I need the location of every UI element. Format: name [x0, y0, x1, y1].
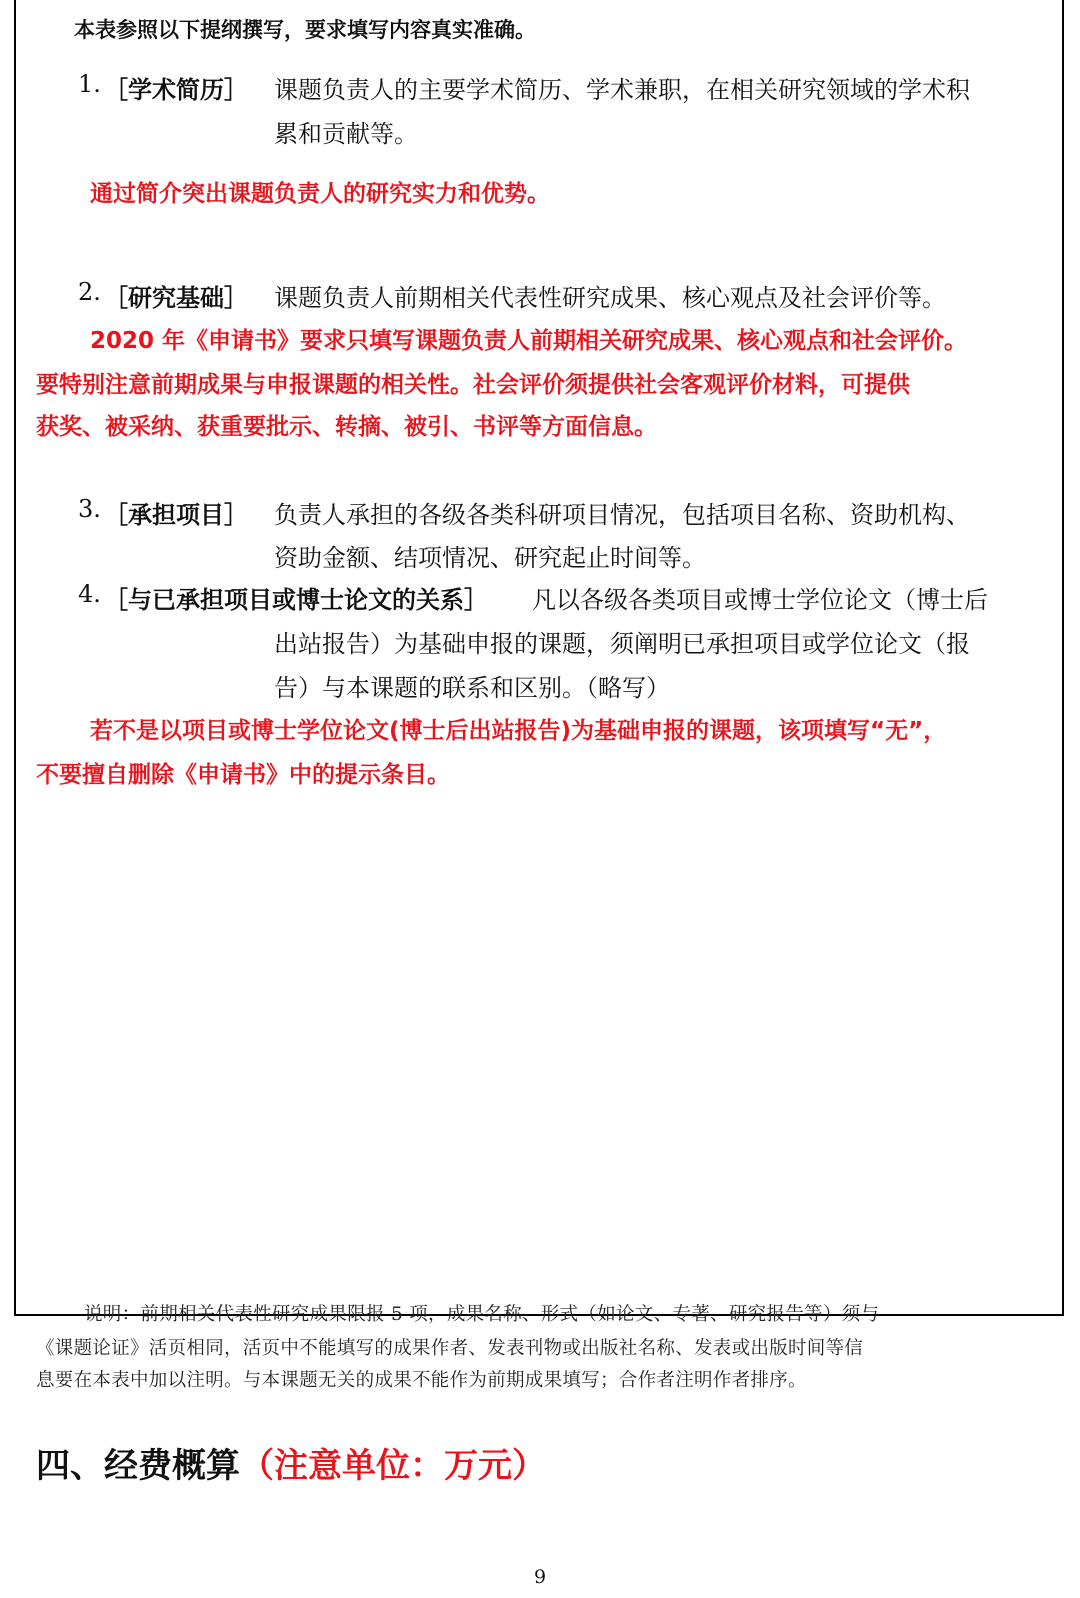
section-title: 四、经费概算 — [36, 1446, 240, 1486]
item-4-line-2: 出站报告）为基础申报的课题，须阐明已承担项目或学位论文（报 — [274, 630, 970, 658]
section-unit-note: （注意单位：万元） — [240, 1446, 546, 1486]
section-heading — [36, 1438, 546, 1487]
item-1-tag: ［学术简历］ — [104, 76, 248, 104]
red-note-1: 通过简介突出课题负责人的研究实力和优势。 — [90, 181, 550, 207]
red-note-3-line-2: 不要擅自删除《申请书》中的提示条目。 — [36, 762, 450, 788]
red-note-2-line-3: 获奖、被采纳、获重要批示、转摘、被引、书评等方面信息。 — [36, 414, 657, 440]
item-4-number: 4. — [78, 580, 101, 608]
red-note-2-line-2: 要特别注意前期成果与申报课题的相关性。社会评价须提供社会客观评价材料，可提供 — [36, 372, 910, 398]
item-1-number: 1. — [78, 70, 101, 98]
item-2-tag: ［研究基础］ — [104, 284, 248, 312]
explanation-line-1: 说明：前期相关代表性研究成果限报 5 项，成果名称、形式（如论文、专著、研究报告等）须与 — [84, 1304, 880, 1325]
item-3-tag: ［承担项目］ — [104, 501, 248, 529]
item-4-line-3: 告）与本课题的联系和区别。（略写） — [274, 674, 670, 702]
item-2-number: 2. — [78, 278, 101, 306]
item-1-line-1: 课题负责人的主要学术简历、学术兼职，在相关研究领域的学术积 — [274, 76, 970, 104]
page-number: 9 — [533, 1566, 547, 1588]
red-note-3-line-1: 若不是以项目或博士学位论文(博士后出站报告)为基础申报的课题，该项填写“无”， — [90, 718, 947, 744]
form-intro: 本表参照以下提纲撰写，要求填写内容真实准确。 — [74, 18, 536, 42]
item-3-number: 3. — [78, 495, 101, 523]
item-4-tag: ［与已承担项目或博士论文的关系］ — [104, 586, 488, 614]
item-4-line-1: 凡以各级各类项目或博士学位论文（博士后 — [532, 586, 988, 614]
explanation-line-2: 《课题论证》活页相同，活页中不能填写的成果作者、发表刊物或出版社名称、发表或出版时间等信 — [36, 1338, 864, 1359]
item-2-line-1: 课题负责人前期相关代表性研究成果、核心观点及社会评价等。 — [274, 284, 946, 312]
item-3-line-1: 负责人承担的各级各类科研项目情况，包括项目名称、资助机构、 — [274, 501, 970, 529]
explanation-line-3: 息要在本表中加以注明。与本课题无关的成果不能作为前期成果填写；合作者注明作者排序。 — [36, 1370, 807, 1391]
item-3-line-2: 资助金额、结项情况、研究起止时间等。 — [274, 544, 706, 572]
item-1-line-2: 累和贡献等。 — [274, 120, 418, 148]
red-note-2-line-1: 2020 年《申请书》要求只填写课题负责人前期相关研究成果、核心观点和社会评价。 — [90, 328, 968, 354]
